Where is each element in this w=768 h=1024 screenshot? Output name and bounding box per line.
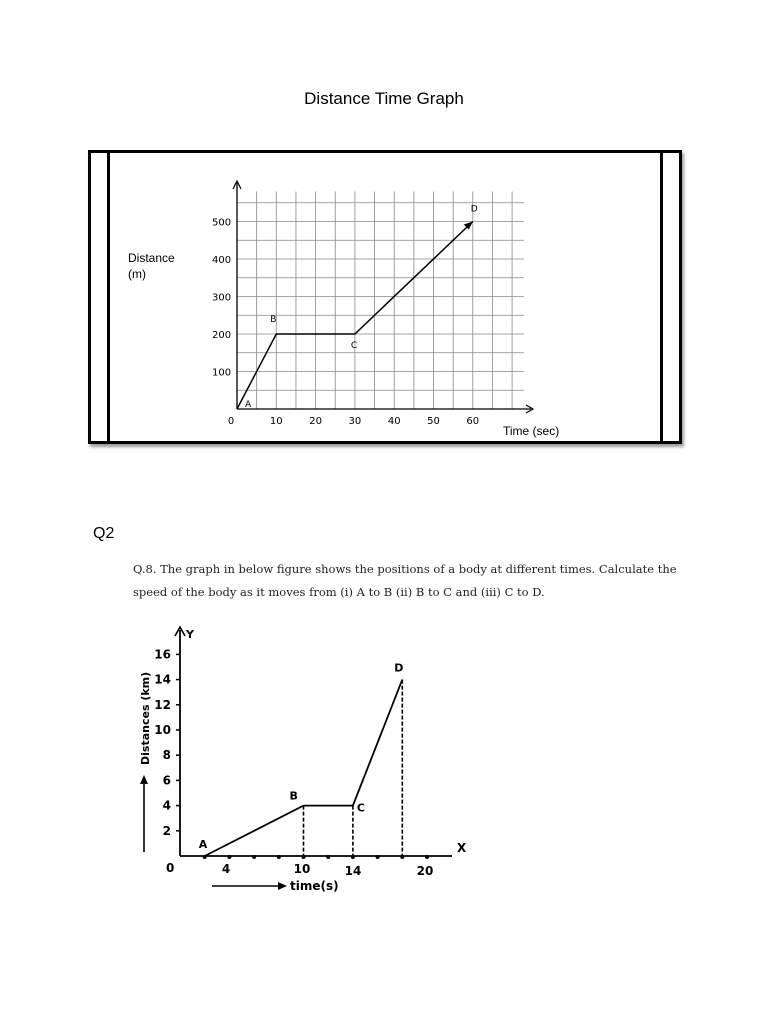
y-axis-label: Distance xyxy=(128,251,175,265)
point-label: B xyxy=(289,789,298,803)
point-label: D xyxy=(470,204,478,215)
x-tick-label: 10 xyxy=(293,862,311,876)
x-tick-label: 20 xyxy=(416,864,434,878)
x-tick-label: 0 xyxy=(227,416,235,427)
x-axis-dot xyxy=(376,855,380,859)
x-axis-label: Time (sec) xyxy=(503,424,560,438)
origin-label: 0 xyxy=(166,861,175,875)
x-tick-label: 10 xyxy=(269,416,283,427)
y-label-arrow-head xyxy=(140,775,148,784)
point-label: A xyxy=(245,400,252,410)
x-axis-dot xyxy=(227,855,231,859)
x-tick-label: 14 xyxy=(344,864,362,878)
x-axis-dot xyxy=(277,855,281,859)
question-text: Q.8. The graph in below figure shows the positions of a body at different times. Calculate the speed of the body as it moves from (i) A to B (ii) B to C and (iii) C to D. xyxy=(133,562,677,599)
x-tick-label: 50 xyxy=(427,416,440,427)
point-label: B xyxy=(270,315,277,325)
x-tick-label: 20 xyxy=(309,416,322,427)
x-axis-name: X xyxy=(457,841,467,855)
y-tick-label: 300 xyxy=(212,292,232,304)
x-label-arrow-head xyxy=(278,882,287,890)
x-axis-label: time(s) xyxy=(290,879,339,893)
y-tick-label: 500 xyxy=(212,217,232,229)
x-tick-label: 4 xyxy=(221,862,231,876)
question-number: Q2 xyxy=(93,525,115,542)
point-label: C xyxy=(350,341,358,351)
point-label: C xyxy=(356,801,365,815)
y-tick-label: 6 xyxy=(162,773,171,788)
y-tick-label: 100 xyxy=(212,367,232,379)
x-axis-dot xyxy=(252,855,256,859)
data-line xyxy=(205,680,403,856)
y-tick-label: 400 xyxy=(212,255,232,266)
point-label: D xyxy=(394,661,404,675)
y-tick-label: 8 xyxy=(162,748,171,763)
y-tick-label: 10 xyxy=(154,723,171,737)
y-tick-label: 4 xyxy=(162,798,171,813)
x-tick-label: 30 xyxy=(348,416,362,427)
x-tick-label: 60 xyxy=(466,416,480,427)
page-title: Distance Time Graph xyxy=(304,89,464,108)
y-tick-label: 14 xyxy=(154,672,171,687)
y-axis-name: Y xyxy=(186,628,194,641)
x-axis-dot xyxy=(425,855,429,859)
y-tick-label: 2 xyxy=(162,823,171,838)
x-axis-dot xyxy=(326,855,330,859)
y-axis-unit: (m) xyxy=(128,267,146,281)
y-tick-label: 200 xyxy=(212,330,232,341)
point-label: A xyxy=(198,838,208,851)
y-tick-label: 12 xyxy=(154,697,171,712)
y-tick-label: 16 xyxy=(154,647,171,662)
y-axis-label: Distances (km) xyxy=(139,671,152,765)
x-tick-label: 40 xyxy=(387,416,401,427)
